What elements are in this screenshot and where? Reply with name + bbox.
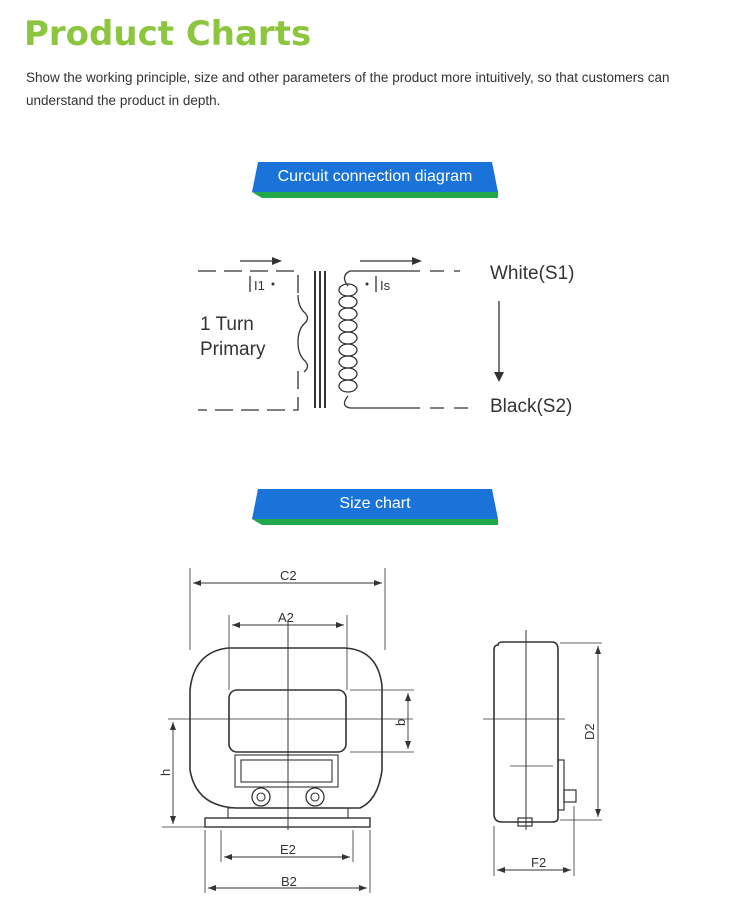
direction-arrow-head: [494, 372, 504, 382]
terminal-screw: [306, 788, 324, 806]
i1-arrow-head: [272, 257, 282, 265]
front-window: [229, 690, 346, 752]
is-arrow-head: [412, 257, 422, 265]
dim-b2-label: B2: [281, 874, 297, 889]
dim-b-label: b: [393, 718, 408, 726]
dim-h-label: h: [158, 768, 173, 776]
terminal-screw: [252, 788, 270, 806]
circuit-section-label: Curcuit connection diagram: [277, 168, 473, 185]
dim-f2-label: F2: [531, 855, 547, 870]
is-label: Is: [380, 278, 391, 293]
i1-label: I1: [254, 278, 265, 293]
primary-label-line1: 1 Turn: [200, 314, 254, 335]
primary-label-line2: Primary: [200, 339, 266, 360]
page-description: Show the working principle, size and other parameters of the product more intuitively, so that customers can understand the product in depth.: [26, 70, 670, 108]
side-body-outline: [494, 642, 558, 822]
black-s2-label: Black(S2): [490, 396, 573, 417]
polarity-dot: [272, 283, 275, 286]
polarity-dot: [366, 283, 369, 286]
size-section-label: Size chart: [339, 495, 411, 512]
dim-a2-label: A2: [278, 610, 294, 625]
dim-d2-label: D2: [582, 723, 597, 740]
base-plate: [205, 818, 370, 827]
white-s1-label: White(S1): [490, 263, 575, 284]
size-section-banner: [252, 489, 498, 523]
dim-c2-label: C2: [280, 568, 297, 583]
front-body-outline: [190, 648, 382, 808]
coil-windings: [339, 284, 357, 392]
circuit-section-banner: [252, 162, 498, 196]
dim-e2-label: E2: [280, 842, 296, 857]
page-title: Product Charts: [24, 14, 312, 54]
terminal-block: [235, 755, 338, 787]
